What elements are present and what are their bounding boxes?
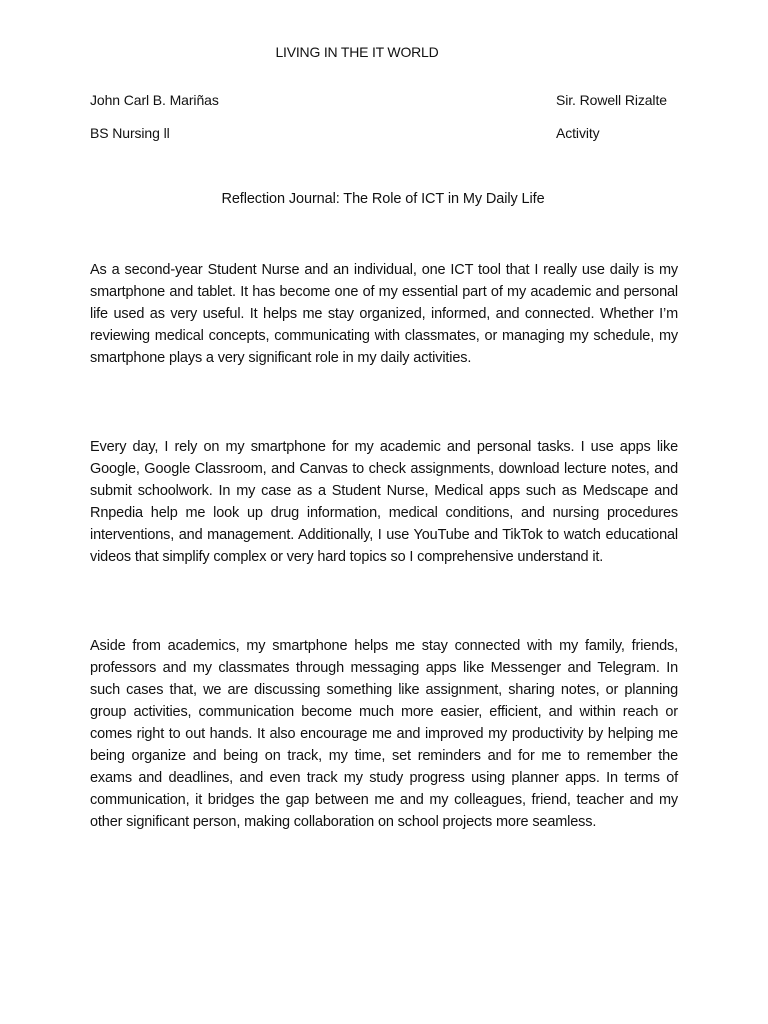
paragraph-1: As a second-year Student Nurse and an individual, one ICT tool that I really use daily is my smartphone and tablet. It has become one of my essential part of my academic and personal life used as very useful. It helps me stay organized, informed, and connected. Whether I’m reviewing medical concepts, communicating with classmates, or managing my schedule, my smartphone plays a very significant role in my daily activities. xyxy=(90,262,678,366)
journal-subtitle: Reflection Journal: The Role of ICT in My Daily Life xyxy=(221,191,545,207)
paragraph-3: Aside from academics, my smartphone helps me stay connected with my family, friends, professors and my classmates through messaging apps like Messenger and Telegram. In such cases that, we are discussing something like assignment, sharing notes, or planning group activities, communication become much more easier, efficient, and within reach or comes right to out hands. It also encourage me and improved my productivity by helping me being organize and being on track, my time, set reminders and for me to remember the exams and deadlines, and even track my study progress using planner apps. In terms of communication, it bridges the gap between me and my colleagues, friend, teacher and my other significant person, making collaboration on school projects more seamless. xyxy=(90,638,678,830)
document-type: Activity xyxy=(556,125,600,141)
document-title: LIVING IN THE IT WORLD xyxy=(275,44,439,60)
paragraph-2: Every day, I rely on my smartphone for my academic and personal tasks. I use apps like Google, Google Classroom, and Canvas to check assignments, download lecture notes, and submit schoolwork. In my case as a Student Nurse, Medical apps such as Medscape and Rnpedia help me look up drug information, medical conditions, and nursing procedures interventions, and management. Additionally, I use YouTube and TikTok to watch educational videos that simplify complex or very hard topics so I comprehensive understand it. xyxy=(90,439,678,565)
instructor-name: Sir. Rowell Rizalte xyxy=(556,92,667,108)
course-name: BS Nursing ll xyxy=(90,125,170,141)
author-name: John Carl B. Mariñas xyxy=(90,92,219,108)
